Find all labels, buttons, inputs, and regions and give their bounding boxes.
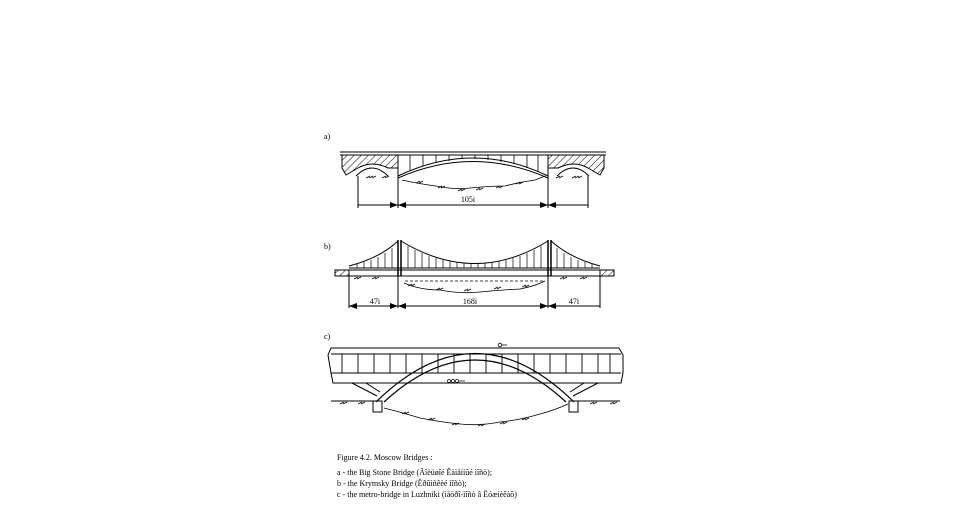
span-label-b-right: 47i [568, 297, 580, 306]
span-label-b-main: 168i [462, 297, 478, 306]
span-label-b-left: 47i [369, 297, 381, 306]
caption-line-a: a - the Big Stone Bridge (Ãîëüøîé Êàìåííûé ìîñò); [337, 468, 493, 477]
diagram-c-letter: c) [324, 332, 331, 341]
caption-title: Figure 4.2. Moscow Bridges : [337, 453, 433, 462]
caption-line-b: b - the Krymsky Bridge (Êðûìñêèé ìîñò); [337, 479, 467, 488]
luzhniki-metro-bridge [328, 343, 623, 426]
diagram-a-letter: a) [324, 132, 331, 141]
caption-line-c: c - the metro-bridge in Luzhniki (ìåòðî-ìîñò â Ëóæíèêàõ) [337, 490, 517, 499]
diagram-b-letter: b) [324, 242, 331, 251]
figure-caption [337, 452, 517, 500]
span-label-a: 105i [460, 195, 476, 204]
